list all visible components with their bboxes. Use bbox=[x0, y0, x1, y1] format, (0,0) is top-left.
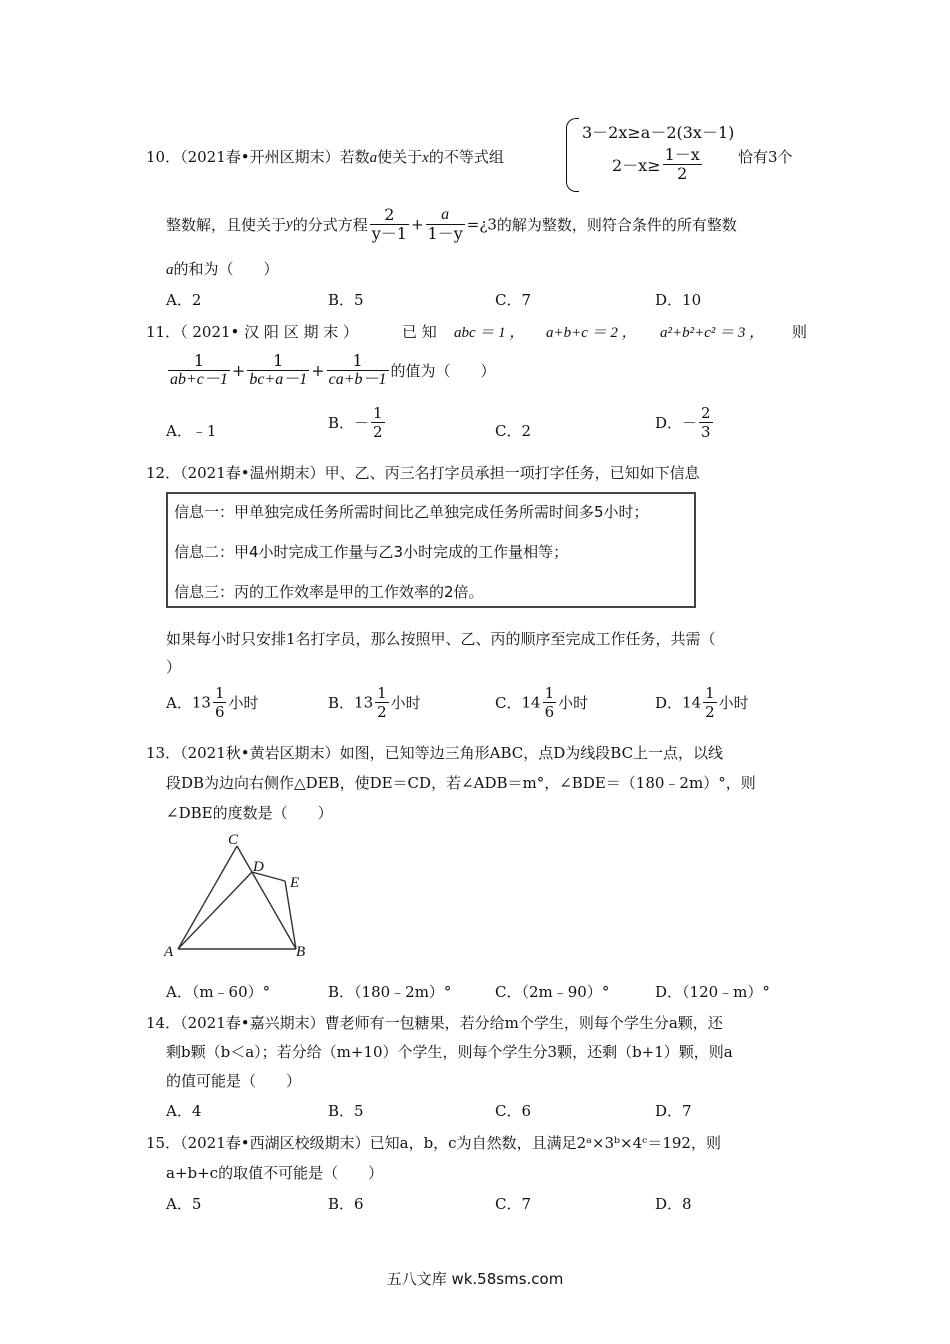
q12-info-2: 信息二：甲4小时完成工作量与乙3小时完成的工作量相等； bbox=[174, 543, 569, 561]
q15-option-d: D．8 bbox=[655, 1195, 692, 1213]
q11-cond2: a+b+c ＝ 2 ， bbox=[546, 325, 637, 341]
q12-info-3: 信息三：丙的工作效率是甲的工作效率的2倍。 bbox=[174, 583, 484, 601]
q13-option-b: B．（180﹣2m）° bbox=[328, 983, 452, 1001]
label-b: B bbox=[296, 944, 306, 960]
q14-line1: 14．（2021春•嘉兴期末）曹老师有一包糖果，若分给m个学生，则每个学生分a颗，还 bbox=[146, 1014, 723, 1032]
q11-text-a: 已 知 bbox=[402, 323, 437, 341]
q12-line1: 12．（2021春•温州期末）甲、乙、丙三名打字员承担一项打字任务，已知如下信息 bbox=[146, 464, 700, 482]
label-d: D bbox=[253, 859, 264, 875]
q11-option-c: C．2 bbox=[495, 422, 532, 440]
q13-line1: 13．（2021秋•黄岩区期末）如图，已知等边三角形ABC，点D为线段BC上一点，以线 bbox=[146, 744, 724, 762]
q10-line3: a的和为（ ） bbox=[166, 260, 279, 278]
q15-option-b: B．6 bbox=[328, 1195, 364, 1213]
q11-option-b: B．－ $\frac{1}{2}$ bbox=[328, 404, 383, 441]
q10-inequality-2: 2－x≥ $\frac{1-x}{2}$ bbox=[612, 145, 700, 183]
system-brace bbox=[566, 118, 579, 192]
q15-line2: a+b+c的取值不可能是（ ） bbox=[166, 1164, 384, 1182]
q15-option-a: A．5 bbox=[166, 1195, 202, 1213]
q11-option-a: A．﹣1 bbox=[166, 422, 217, 440]
q13-figure bbox=[160, 828, 320, 960]
q13-option-c: C．（2m﹣90）° bbox=[495, 983, 610, 1001]
q13-line3: ∠DBE的度数是（ ） bbox=[166, 804, 333, 822]
q11-text-b: 则 bbox=[792, 323, 808, 341]
q12-option-a: A．13 $\frac{1}{6}$ 小时 bbox=[166, 684, 259, 721]
q15-option-c: C．7 bbox=[495, 1195, 532, 1213]
q14-option-c: C．6 bbox=[495, 1102, 532, 1120]
q13-option-a: A．（m﹣60）° bbox=[166, 983, 271, 1001]
q12-option-c: C．14 $\frac{1}{6}$ 小时 bbox=[495, 684, 589, 721]
q10-line1: 10．（2021春•开州区期末）若数a使关于x的不等式组 bbox=[146, 148, 504, 166]
q10-option-c: C．7 bbox=[495, 291, 532, 309]
q11-expression: $\frac{1}{ab+c-1}$ + $\frac{1}{bc+a-1}$ + $\frac{1}{ca+b-1}$ 的值为（ ） bbox=[170, 351, 496, 388]
q14-option-d: D．7 bbox=[655, 1102, 692, 1120]
label-c: C bbox=[228, 832, 239, 848]
label-e: E bbox=[290, 875, 300, 891]
footer-watermark: 五八文库 wk.58sms.com bbox=[386, 1270, 564, 1288]
q12-info-1: 信息一：甲单独完成任务所需时间比乙单独完成任务所需时间多5小时； bbox=[174, 503, 649, 521]
q12-line2: 如果每小时只安排1名打字员，那么按照甲、乙、丙的顺序至完成工作任务，共需（ bbox=[166, 630, 716, 648]
q10-line2: 整数解，且使关于y的分式方程 $\frac{2}{y-1}$ + $\frac{a}{1-y}$ =¿3的解为整数，则符合条件的所有整数 bbox=[166, 205, 737, 243]
q12-info-box bbox=[166, 492, 696, 608]
q10-option-a: A．2 bbox=[166, 291, 202, 309]
q11-line1: 11．（ 2021• 汉 阳 区 期 末 ） bbox=[146, 323, 358, 341]
q10-option-d: D．10 bbox=[655, 291, 702, 309]
q11-option-d: D．－ $\frac{2}{3}$ bbox=[655, 404, 711, 441]
q12-line3: ） bbox=[166, 658, 182, 676]
q14-line2: 剩b颗（b＜a）；若分给（m+10）个学生，则每个学生分3颗，还剩（b+1）颗，则a bbox=[166, 1043, 733, 1061]
q14-option-b: B．5 bbox=[328, 1102, 364, 1120]
q11-cond3: a²+b²+c² ＝ 3 ， bbox=[660, 325, 765, 341]
label-a: A bbox=[164, 944, 174, 960]
q10-inequality-1: 3－2x≥a－2(3x－1) bbox=[582, 123, 735, 142]
q13-option-d: D．（120﹣m）° bbox=[655, 983, 770, 1001]
q13-line2: 段DB为边向右侧作△DEB，使DE＝CD，若∠ADB＝m°，∠BDE＝（180﹣2m）°，则 bbox=[166, 774, 756, 792]
q11-cond1: abc ＝ 1 ， bbox=[454, 325, 525, 341]
q10-line1-tail: 恰有3个 bbox=[738, 148, 793, 166]
q12-option-d: D．14 $\frac{1}{2}$ 小时 bbox=[655, 684, 749, 721]
q15-line1: 15．（2021春•西湖区校级期末）已知a，b，c为自然数，且满足2ᵃ×3ᵇ×4ᶜ＝192，则 bbox=[146, 1134, 721, 1152]
q10-option-b: B．5 bbox=[328, 291, 364, 309]
q14-line3: 的值可能是（ ） bbox=[166, 1072, 302, 1090]
q14-option-a: A．4 bbox=[166, 1102, 202, 1120]
q12-option-b: B．13 $\frac{1}{2}$ 小时 bbox=[328, 684, 421, 721]
